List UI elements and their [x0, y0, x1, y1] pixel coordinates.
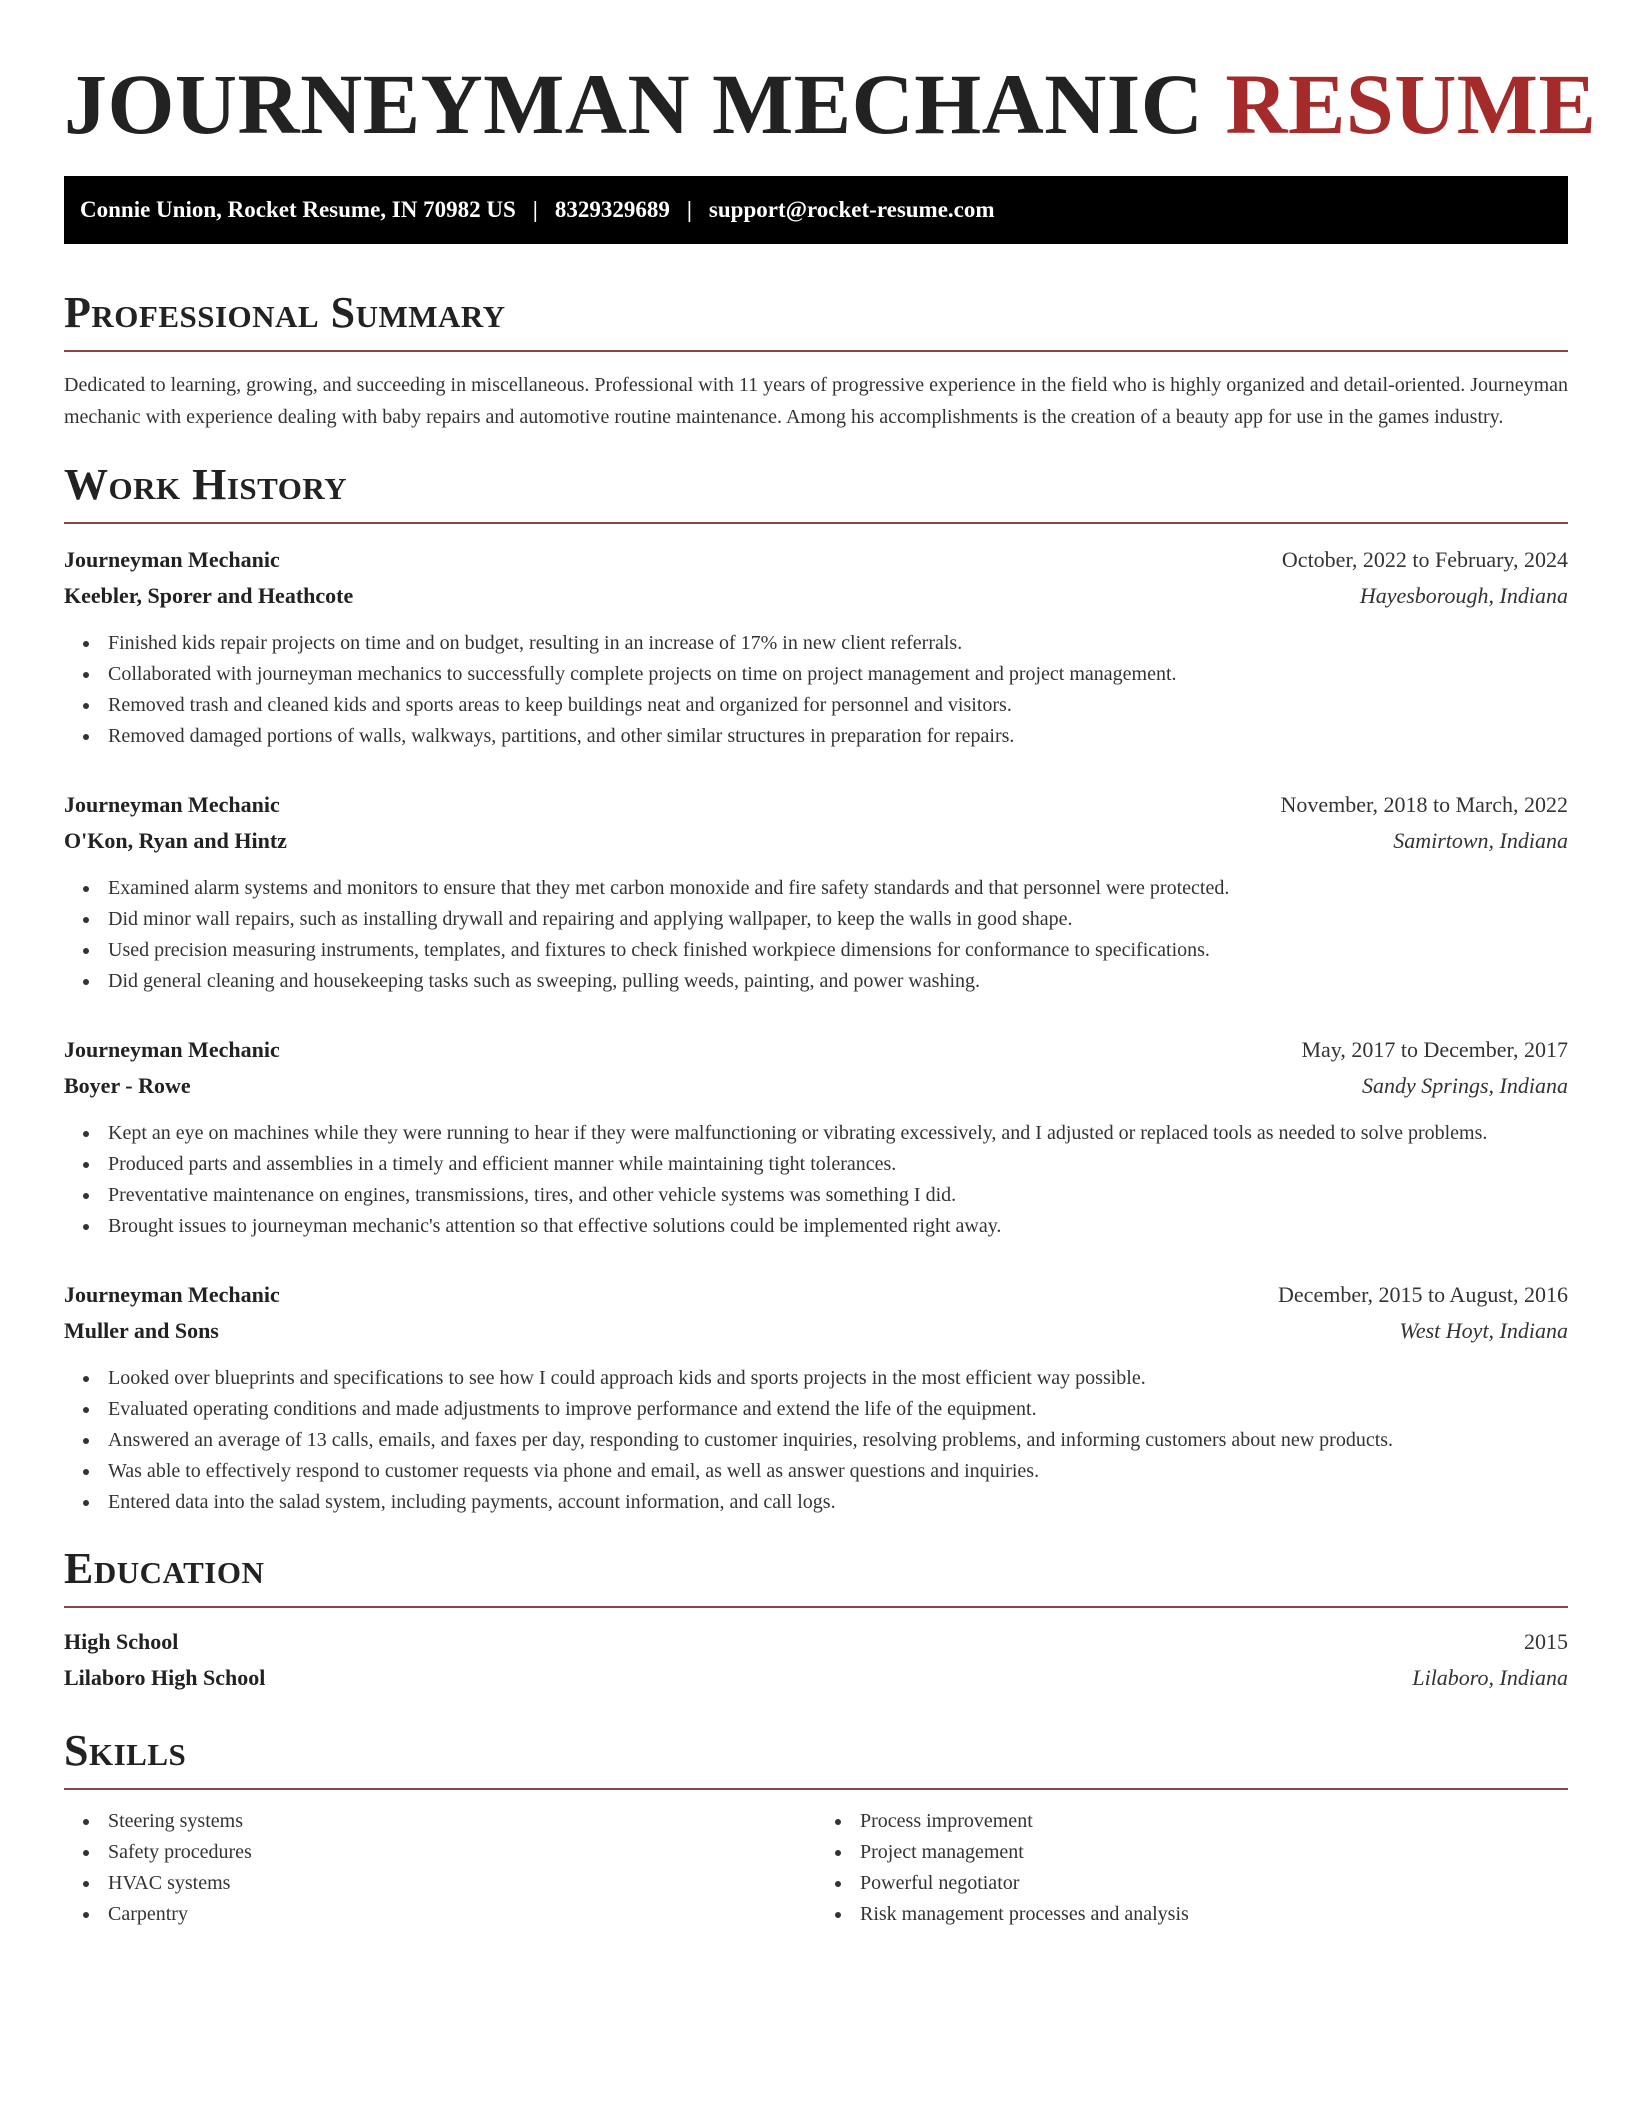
contact-bar	[64, 176, 1568, 244]
job-bullet: Finished kids repair projects on time and on budget, resulting in an increase of 17% in new client referrals.	[108, 628, 1568, 659]
contact-phone: 8329329689	[554, 197, 670, 222]
job-company: O'Kon, Ryan and Hintz	[64, 828, 287, 853]
skill-item: Project management	[860, 1837, 1568, 1868]
education-location: Lilaboro, Indiana	[1412, 1665, 1568, 1690]
job-bullet: Examined alarm systems and monitors to ensure that they met carbon monoxide and fire safety standards and that personnel were protected.	[108, 873, 1568, 904]
skill-item: Risk management processes and analysis	[860, 1899, 1568, 1930]
title-accent: RESUME	[1225, 56, 1597, 152]
job-bullets	[64, 873, 1568, 997]
job-title: Journeyman Mechanic	[64, 792, 280, 817]
skills-grid	[64, 1806, 1568, 1930]
job-location: West Hoyt, Indiana	[1399, 1318, 1568, 1343]
section-heading: Work History	[64, 460, 348, 509]
section-heading: Professional Summary	[64, 288, 506, 337]
skills-list	[64, 1806, 816, 1930]
job-entry	[64, 542, 1568, 752]
job-bullet: Produced parts and assemblies in a timely and efficient manner while maintaining tight tolerances.	[108, 1149, 1568, 1180]
skills-section	[64, 1726, 1568, 1930]
job-company: Muller and Sons	[64, 1318, 219, 1343]
skills-column-right	[816, 1806, 1568, 1930]
section-divider	[64, 522, 1568, 524]
job-dates: December, 2015 to August, 2016	[1278, 1282, 1568, 1307]
skill-item: Steering systems	[108, 1806, 816, 1837]
job-bullet: Was able to effectively respond to customer requests via phone and email, as well as answer questions and inquiries.	[108, 1456, 1568, 1487]
job-bullet: Did general cleaning and housekeeping tasks such as sweeping, pulling weeds, painting, and power washing.	[108, 966, 1568, 997]
job-bullet: Used precision measuring instruments, templates, and fixtures to check finished workpiece dimensions for conformance to specifications.	[108, 935, 1568, 966]
job-title: Journeyman Mechanic	[64, 1037, 280, 1062]
job-bullet: Did minor wall repairs, such as installing drywall and repairing and applying wallpaper, to keep the walls in good shape.	[108, 904, 1568, 935]
resume-title	[64, 56, 1597, 152]
skills-column-left	[64, 1806, 816, 1930]
contact-email: support@rocket-resume.com	[708, 197, 995, 222]
job-company: Boyer - Rowe	[64, 1073, 191, 1098]
job-title: Journeyman Mechanic	[64, 547, 280, 572]
job-bullet: Entered data into the salad system, including payments, account information, and call logs.	[108, 1487, 1568, 1518]
job-bullets	[64, 1363, 1568, 1518]
skill-item: HVAC systems	[108, 1868, 816, 1899]
job-location: Hayesborough, Indiana	[1359, 583, 1568, 608]
job-entry	[64, 787, 1568, 997]
skill-item: Process improvement	[860, 1806, 1568, 1837]
summary-text: Dedicated to learning, growing, and succeeding in miscellaneous. Professional with 11 years of progressive experience in the field who is highly organized and detail-oriented. Journeyman mechanic with experience dealing with baby repairs and automotive routine maintenance. Among his accomplishments is the creation of a beauty app for use in the games industry.	[64, 374, 1569, 428]
job-bullet: Removed damaged portions of walls, walkways, partitions, and other similar structures in preparation for repairs.	[108, 721, 1568, 752]
job-dates: November, 2018 to March, 2022	[1280, 792, 1568, 817]
skill-item: Safety procedures	[108, 1837, 816, 1868]
job-company: Keebler, Sporer and Heathcote	[64, 583, 354, 608]
section-divider	[64, 1606, 1568, 1608]
job-dates: May, 2017 to December, 2017	[1301, 1037, 1568, 1062]
title-main: JOURNEYMAN MECHANIC	[64, 56, 1204, 152]
education-degree: High School	[64, 1629, 179, 1654]
job-bullet: Preventative maintenance on engines, transmissions, tires, and other vehicle systems was something I did.	[108, 1180, 1568, 1211]
job-bullets	[64, 1118, 1568, 1242]
job-bullets	[64, 628, 1568, 752]
education-entry	[64, 1624, 1568, 1696]
skill-item: Powerful negotiator	[860, 1868, 1568, 1899]
contact-separator: |	[686, 197, 692, 222]
job-title: Journeyman Mechanic	[64, 1282, 280, 1307]
job-bullet: Collaborated with journeyman mechanics to successfully complete projects on time on project management and project management.	[108, 659, 1568, 690]
job-bullet: Kept an eye on machines while they were running to hear if they were malfunctioning or vibrating excessively, and I adjusted or replaced tools as needed to solve problems.	[108, 1118, 1568, 1149]
job-location: Samirtown, Indiana	[1393, 828, 1568, 853]
job-dates: October, 2022 to February, 2024	[1281, 547, 1568, 572]
section-divider	[64, 1788, 1568, 1790]
job-bullet: Removed trash and cleaned kids and sports areas to keep buildings neat and organized for personnel and visitors.	[108, 690, 1568, 721]
job-entry	[64, 1032, 1568, 1242]
job-location: Sandy Springs, Indiana	[1362, 1073, 1568, 1098]
contact-separator: |	[532, 197, 538, 222]
job-bullet: Looked over blueprints and specifications to see how I could approach kids and sports projects in the most efficient way possible.	[108, 1363, 1568, 1394]
job-bullet: Evaluated operating conditions and made adjustments to improve performance and extend the life of the equipment.	[108, 1394, 1568, 1425]
job-bullet: Brought issues to journeyman mechanic's attention so that effective solutions could be implemented right away.	[108, 1211, 1568, 1242]
education-section	[64, 1544, 1568, 1696]
job-bullet: Answered an average of 13 calls, emails, and faxes per day, responding to customer inquiries, resolving problems, and informing customers about new products.	[108, 1425, 1568, 1456]
professional-summary-section	[64, 288, 1568, 433]
section-heading: Skills	[64, 1726, 187, 1775]
education-school: Lilaboro High School	[64, 1665, 266, 1690]
skills-list	[816, 1806, 1568, 1930]
section-heading: Education	[64, 1544, 265, 1593]
contact-address: Connie Union, Rocket Resume, IN 70982 US	[80, 197, 516, 222]
skill-item: Carpentry	[108, 1899, 816, 1930]
job-entry	[64, 1277, 1568, 1518]
section-divider	[64, 350, 1568, 352]
education-year: 2015	[1524, 1629, 1568, 1654]
work-history-section	[64, 460, 1568, 1518]
